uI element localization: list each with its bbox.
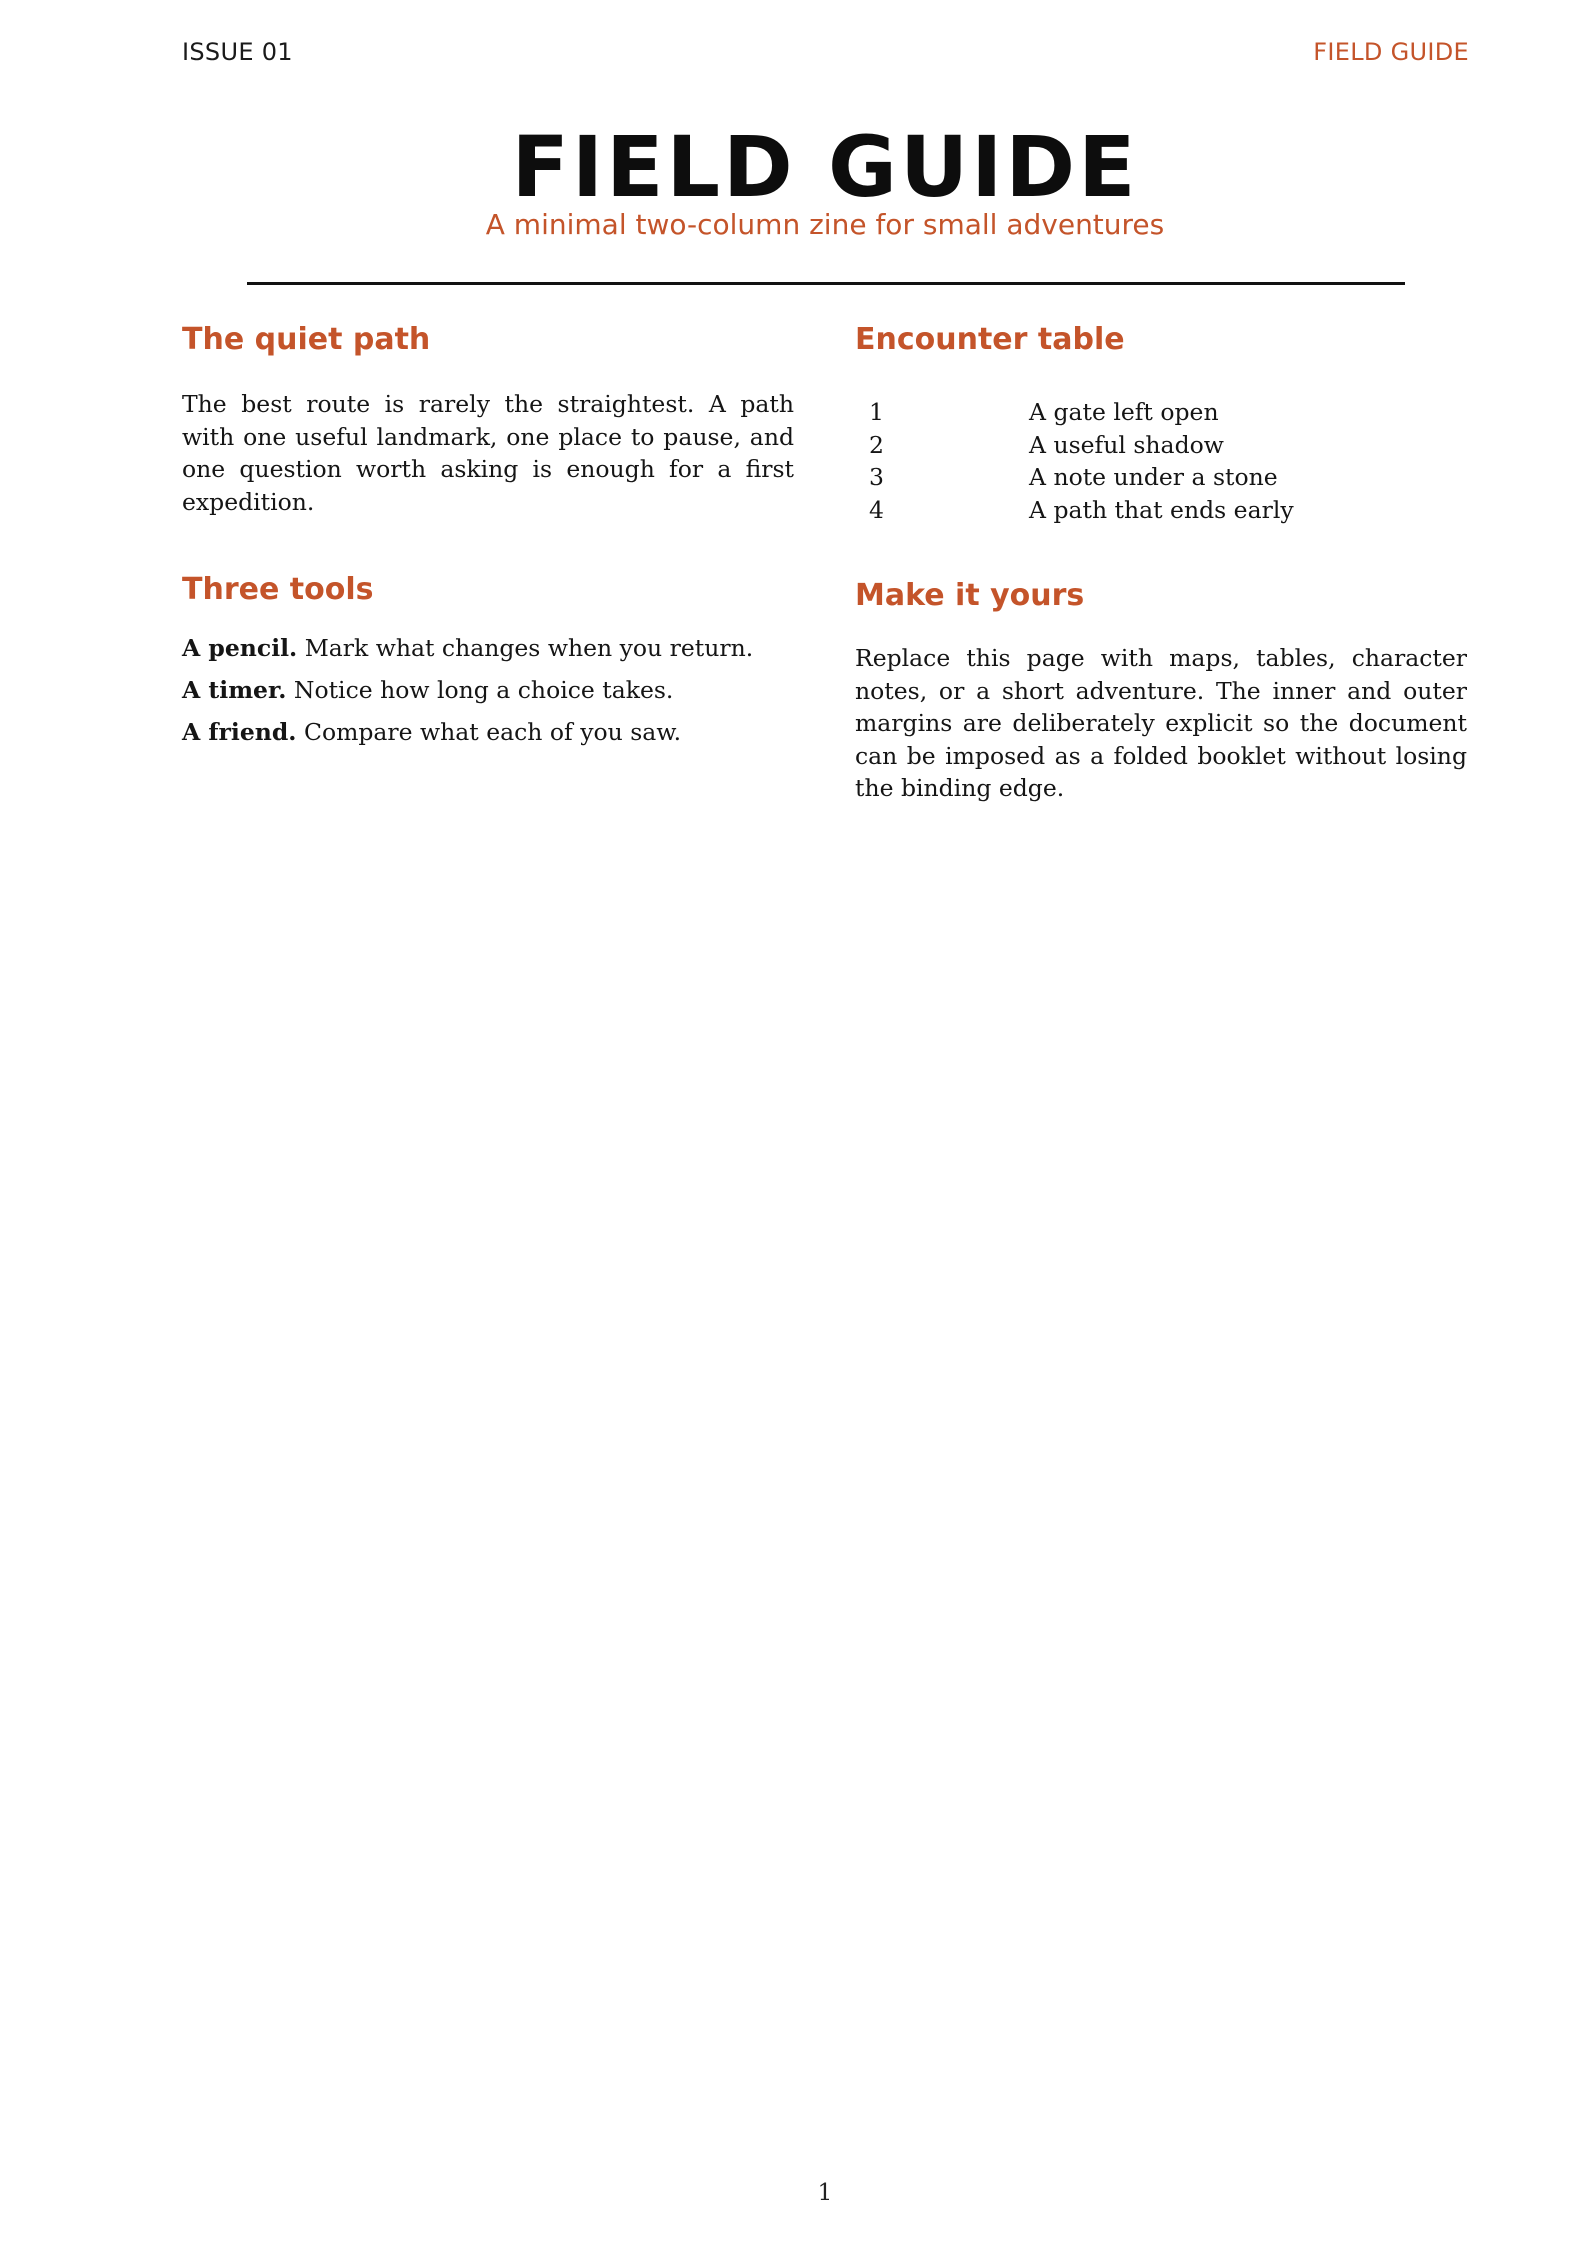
right-column (855, 318, 1467, 805)
running-title: FIELD GUIDE (1313, 38, 1469, 66)
roll-number: 2 (869, 430, 884, 459)
issue-label: ISSUE 01 (182, 38, 293, 66)
section-heading: Encounter table (855, 322, 1125, 357)
encounter-text: A gate left open (1029, 398, 1219, 426)
list-item (182, 632, 794, 664)
section-heading: Three tools (182, 572, 374, 607)
table-row (855, 461, 1294, 494)
table-row (855, 396, 1294, 429)
encounter-text: A useful shadow (1029, 430, 1224, 459)
list-item (182, 716, 794, 748)
encounter-table (855, 396, 1294, 526)
tool-description: Compare what each of you saw. (303, 718, 682, 746)
roll-number: 3 (869, 463, 884, 491)
section-quiet-path (182, 318, 794, 518)
section-heading: The quiet path (182, 322, 431, 357)
encounter-text: A path that ends early (1029, 495, 1294, 524)
table-row (855, 429, 1294, 462)
section-body: The best route is rarely the straightest. A path with one useful landmark, one place to pause, and one question worth asking is enough for a first expedition. (182, 390, 794, 516)
title-rule (247, 282, 1405, 285)
tool-name: A timer. (182, 676, 287, 704)
encounter-text: A note under a stone (1029, 463, 1278, 491)
section-heading: Make it yours (855, 578, 1085, 613)
table-row (855, 494, 1294, 527)
tool-name: A pencil. (182, 634, 298, 662)
page-title: FIELD GUIDE (511, 118, 1139, 216)
left-column (182, 318, 794, 758)
roll-number: 1 (869, 398, 884, 426)
section-three-tools (182, 568, 794, 748)
list-item (182, 674, 794, 706)
section-encounter-table (855, 318, 1467, 526)
tool-name: A friend. (182, 718, 297, 746)
tool-description: Notice how long a choice takes. (293, 676, 674, 704)
page-number: 1 (817, 2180, 833, 2206)
section-make-it-yours (855, 574, 1467, 805)
tool-description: Mark what changes when you return. (304, 634, 754, 662)
roll-number: 4 (869, 495, 884, 524)
section-body: Replace this page with maps, tables, character notes, or a short adventure. The inner and outer margins are deliberately explicit so the document can be imposed as a folded booklet without losing the binding edge. (855, 644, 1467, 802)
page-subtitle: A minimal two-column zine for small adventures (485, 208, 1165, 241)
tools-list (182, 632, 794, 748)
